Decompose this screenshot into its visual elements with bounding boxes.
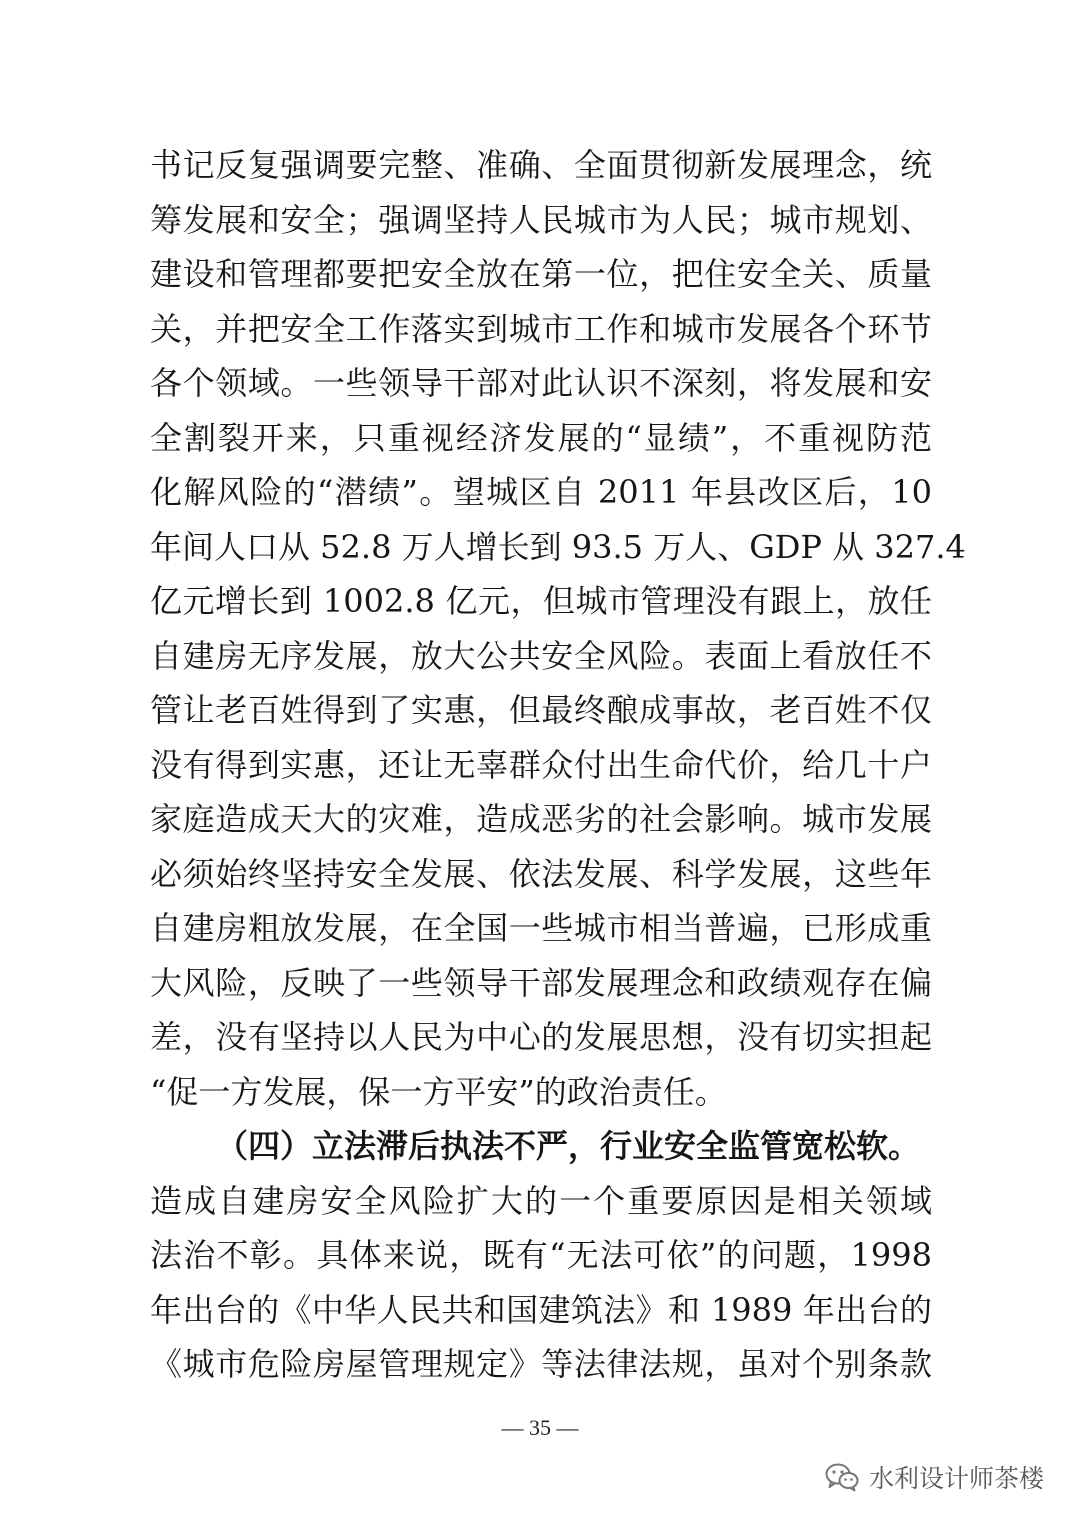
- text-line: 化解风险的“潜绩”。望城区自 2011 年县改区后，10: [150, 473, 932, 511]
- text-line: 建设和管理都要把安全放在第一位，把住安全关、质量: [150, 255, 932, 293]
- text-line: 自建房无序发展，放大公共安全风险。表面上看放任不: [150, 636, 932, 675]
- text-line: 没有得到实惠，还让无辜群众付出生命代价，给几十户: [150, 745, 932, 784]
- text-line: 自建房粗放发展，在全国一些城市相当普遍，已形成重: [150, 909, 932, 947]
- text-line: 亿元增长到 1002.8 亿元，但城市管理没有跟上，放任: [150, 582, 932, 620]
- text-line: 造成自建房安全风险扩大的一个重要原因是相关领域: [150, 1181, 932, 1220]
- text-line: 《城市危险房屋管理规定》等法律法规，虽对个别条款: [150, 1345, 932, 1383]
- text-line: “促一方发展，保一方平安”的政治责任。: [150, 1072, 727, 1111]
- text-line: 年间人口从 52.8 万人增长到 93.5 万人、GDP 从 327.4: [150, 527, 966, 566]
- wechat-icon: [825, 1462, 859, 1492]
- body-text: [150, 138, 966, 1392]
- text-line: 大风险，反映了一些领导干部发展理念和政绩观存在偏: [150, 963, 932, 1002]
- text-line: 必须始终坚持安全发展、依法发展、科学发展，这些年: [150, 854, 932, 893]
- text-line: 法治不彰。具体来说，既有“无法可依”的问题，1998: [150, 1236, 932, 1274]
- text-line: 各个领域。一些领导干部对此认识不深刻，将发展和安: [150, 364, 932, 402]
- text-line: 管让老百姓得到了实惠，但最终酿成事故，老百姓不仅: [150, 691, 932, 729]
- text-line: 年出台的《中华人民共和国建筑法》和 1989 年出台的: [150, 1290, 932, 1329]
- text-line: 书记反复强调要完整、准确、全面贯彻新发展理念，统: [150, 146, 932, 184]
- text-line: 家庭造成天大的灾难，造成恶劣的社会影响。城市发展: [150, 800, 932, 838]
- text-line: 筹发展和安全；强调坚持人民城市为人民；城市规划、: [150, 200, 932, 239]
- watermark: [825, 1455, 1044, 1499]
- section-heading: （四）立法滞后执法不严，行业安全监管宽松软。: [216, 1127, 921, 1165]
- watermark-text: 水利设计师茶楼: [868, 1464, 1044, 1493]
- text-line: 全割裂开来，只重视经济发展的“显绩”，不重视防范: [150, 418, 932, 457]
- page-number: — 35 —: [501, 1415, 579, 1440]
- text-line: 差，没有坚持以人民为中心的发展思想，没有切实担起: [150, 1018, 932, 1056]
- text-line: 关，并把安全工作落实到城市工作和城市发展各个环节: [150, 309, 932, 348]
